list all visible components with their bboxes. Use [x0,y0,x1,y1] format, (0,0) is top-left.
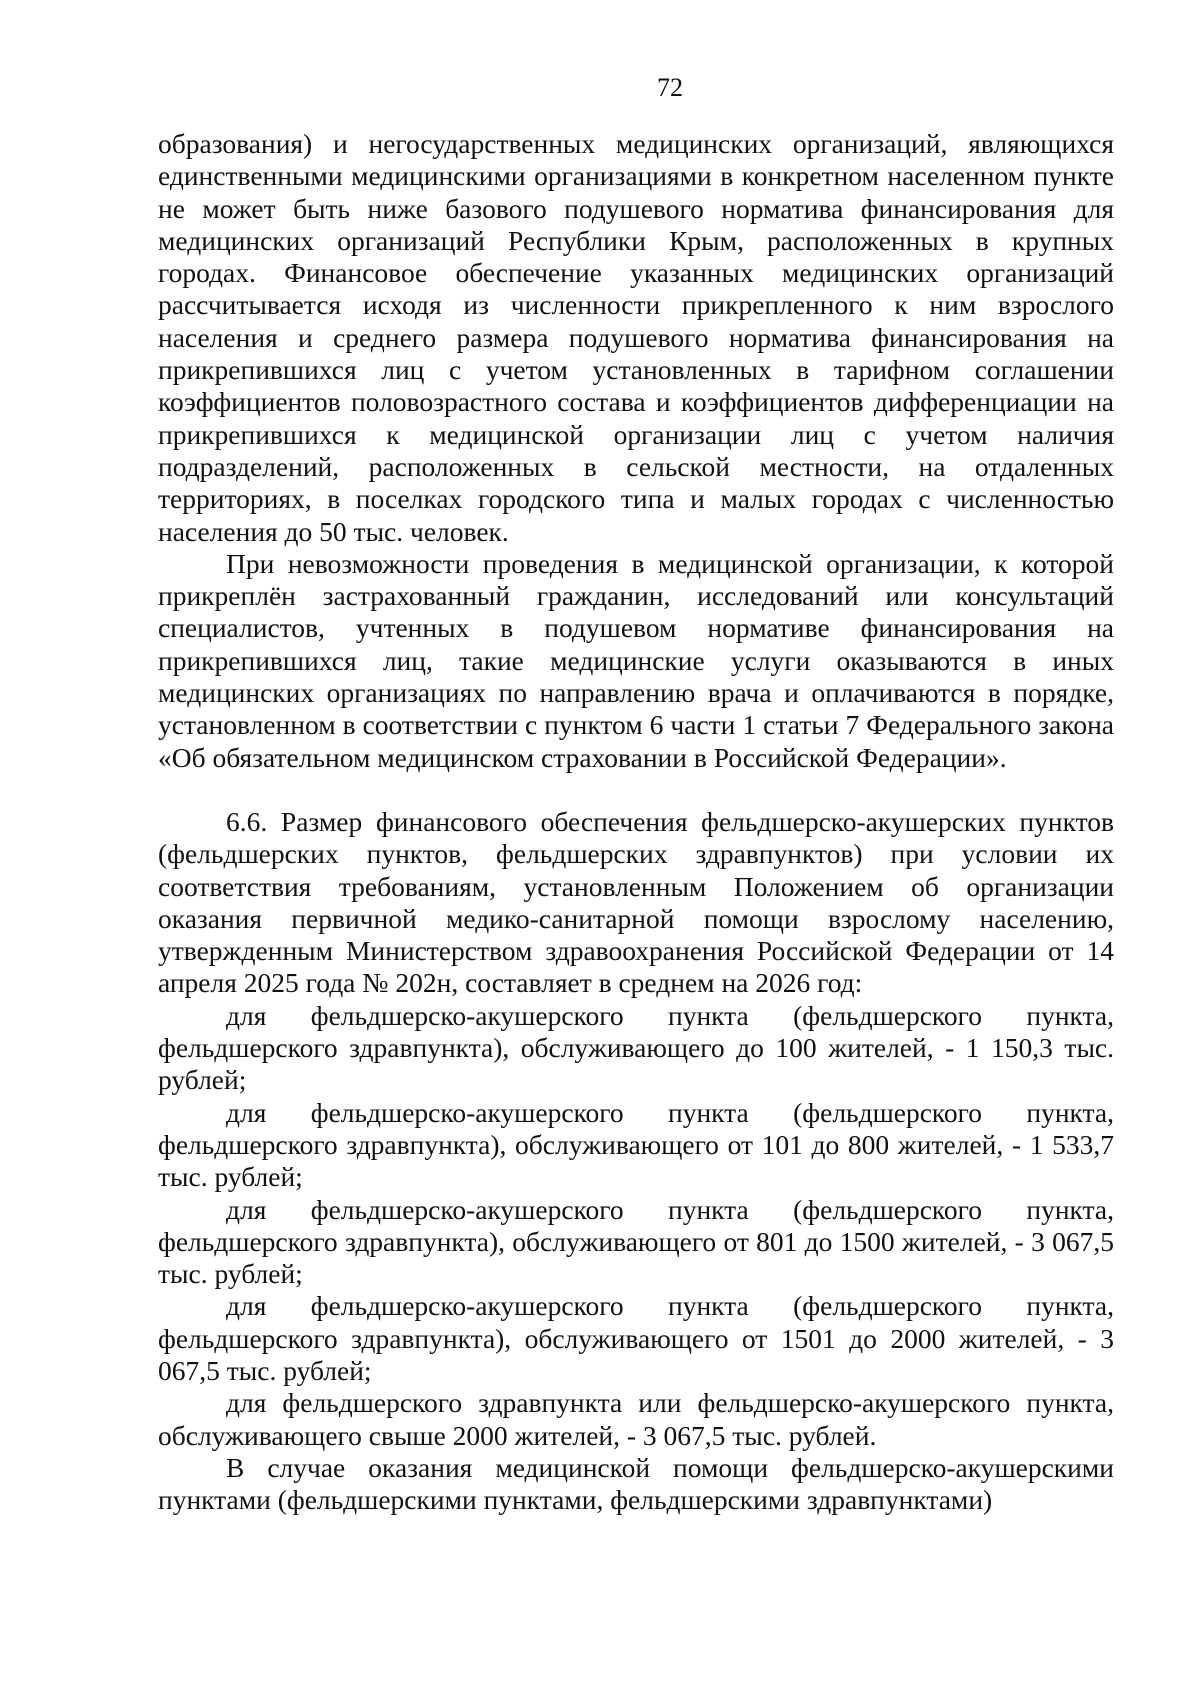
paragraph-fap-over-2000: для фельдшерского здравпункта или фельдшерско-акушерского пункта, обслуживающего свыше 2000 жителей, - 3 067,5 тыс. рублей. [158,1387,1114,1451]
paragraph-continuation: образования) и негосударственных медицинских организаций, являющихся единственными медицинскими организациями в конкретном населенном пункте не может быть ниже базового подушевого норматива финансирования для медицинских организаций Республики Крым, расположенных в крупных городах. Финансовое обеспечение указанных медицинских организаций рассчитывается исходя из численности прикрепленного к ним взрослого населения и среднего размера подушевого норматива финансирования на прикрепившихся лиц с учетом установленных в тарифном соглашении коэффициентов половозрастного состава и коэффициентов дифференциации на прикрепившихся к медицинской организации лиц с учетом наличия подразделений, расположенных в сельской местности, на отдаленных территориях, в поселках городского типа и малых городах с численностью населения до 50 тыс. человек. [158,128,1114,547]
paragraph-section-6-6: 6.6. Размер финансового обеспечения фельдшерско-акушерских пунктов (фельдшерских пунктов, фельдшерских здравпунктов) при условии их соответствия требованиям, установленным Положением об организации оказания первичной медико-санитарной помощи взрослому населению, утвержденным Министерством здравоохранения Российской Федерации от 14 апреля 2025 года № 202н, составляет в среднем на 2026 год: [158,805,1114,999]
page-number: 72 [657,73,683,102]
paragraph-fap-801-1500: для фельдшерско-акушерского пункта (фельдшерского пункта, фельдшерского здравпункта), обслуживающего от 801 до 1500 жителей, - 3 067,5 тыс. рублей; [158,1193,1114,1290]
paragraph-referral-services: При невозможности проведения в медицинской организации, к которой прикреплён застрахованный гражданин, исследований или консультаций специалистов, учтенных в подушевом нормативе финансирования на прикрепившихся лиц, такие медицинские услуги оказываются в иных медицинских организациях по направлению врача и оплачиваются в порядке, установленном в соответствии с пунктом 6 части 1 статьи 7 Федерального закона «Об обязательном медицинском страховании в Российской Федерации». [158,547,1114,773]
paragraph-fap-1501-2000: для фельдшерско-акушерского пункта (фельдшерского пункта, фельдшерского здравпункта), обслуживающего от 1501 до 2000 жителей, - 3 067,5 тыс. рублей; [158,1290,1114,1386]
paragraph-fap-care-provision: В случае оказания медицинской помощи фельдшерско-акушерскими пунктами (фельдшерскими пунктами, фельдшерскими здравпунктами) [158,1451,1114,1516]
document-body [158,128,1114,1516]
paragraph-fap-up-to-100: для фельдшерско-акушерского пункта (фельдшерского пункта, фельдшерского здравпункта), обслуживающего до 100 жителей, - 1 150,3 тыс. рублей; [158,999,1114,1096]
paragraph-fap-101-800: для фельдшерско-акушерского пункта (фельдшерского пункта, фельдшерского здравпункта), обслуживающего от 101 до 800 жителей, - 1 533,7 тыс. рублей; [158,1096,1114,1193]
